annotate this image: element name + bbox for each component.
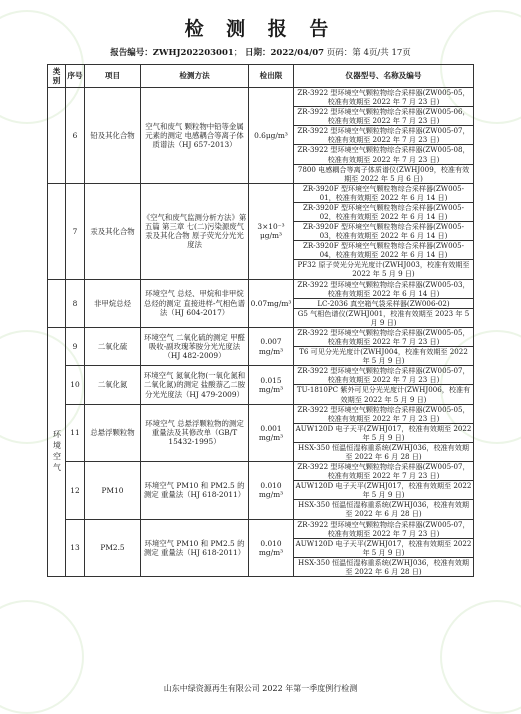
row-limit: 3×10⁻³ μg/m³ <box>249 183 294 279</box>
row-instrument: ZR-3922 型环境空气颗粒物综合采样器(ZW005-05，校准有效期至 2022 年 7 月 23 日) <box>294 88 474 107</box>
header-no: 序号 <box>66 65 85 88</box>
table-row <box>48 279 474 298</box>
row-instrument: G5 气相色谱仪(ZWHJ001，校准有效期至 2023 年 5 月 9 日) <box>294 308 474 327</box>
row-instrument: PF32 原子荧光分光光度计(ZWHJ003，校准有效期至 2022 年 5 月 9 日) <box>294 260 474 279</box>
row-instrument: AUW120D 电子天平(ZWHJ017，校准有效期至 2022 年 5 月 9 日) <box>294 538 474 557</box>
row-no: 12 <box>66 462 85 519</box>
row-instrument: ZR-3922 型环境空气颗粒物综合采样器(ZW005-07，校准有效期至 2022 年 7 月 23 日) <box>294 519 474 538</box>
page-label: 页码： <box>326 48 353 58</box>
row-instrument: ZR-3922 型环境空气颗粒物综合采样器(ZW005-05，校准有效期至 2022 年 7 月 23 日) <box>294 327 474 346</box>
row-limit: 0.010 mg/m³ <box>249 462 294 519</box>
row-method: 环境空气 氮氧化物(一氧化氮和二氧化氮)的测定 盐酸萘乙二胺分光光度法（HJ 479-2009） <box>141 366 249 404</box>
row-item: 铅及其化合物 <box>85 88 141 184</box>
row-no: 7 <box>66 183 85 279</box>
table-row <box>48 404 474 423</box>
row-instrument: HSX-350 恒温恒湿称重系统(ZWHJ036，校准有效期至 2022 年 6 月 28 日) <box>294 442 474 461</box>
row-instrument: LC-2036 真空箱气袋采样器(ZW006-02) <box>294 298 474 308</box>
header-method: 检测方法 <box>141 65 249 88</box>
row-limit: 0.010 mg/m³ <box>249 519 294 576</box>
table-header-row <box>48 65 474 88</box>
row-limit: 0.6μg/m³ <box>249 88 294 184</box>
row-item: PM10 <box>85 462 141 519</box>
category-cell: 环境空气 <box>48 327 66 576</box>
row-instrument: ZR-3922 型环境空气颗粒物综合采样器(ZW005-07，校准有效期至 2022 年 7 月 23 日) <box>294 126 474 145</box>
row-method: 环境空气 总悬浮颗粒物的测定 重量法及其修改单（GB/T 15432-1995） <box>141 404 249 461</box>
page-footer: 山东中绿资源再生有限公司 2022 年第一季度例行检测 <box>163 684 358 693</box>
report-meta: 报告编号：ZWHJ202203001； 日期：2022/04/07 页码：第 4页/共 17页 <box>110 48 411 58</box>
category-cell-empty <box>48 279 66 327</box>
row-item: 二氧化硫 <box>85 327 141 365</box>
table-row <box>48 519 474 538</box>
row-method: 环境空气 PM10 和 PM2.5 的测定 重量法（HJ 618-2011） <box>141 462 249 519</box>
row-instrument: ZR-3922 型环境空气颗粒物综合采样器(ZW005-06，校准有效期至 2022 年 7 月 23 日) <box>294 107 474 126</box>
report-no-label: 报告编号： <box>110 48 153 58</box>
report-date: 2022/04/07 <box>270 48 325 58</box>
row-no: 9 <box>66 327 85 365</box>
watermark-seal <box>440 600 521 714</box>
category-cell-empty <box>48 183 66 279</box>
row-instrument: HSX-350 恒温恒湿称重系统(ZWHJ036，校准有效期至 2022 年 6 月 28 日) <box>294 557 474 576</box>
row-instrument: AUW120D 电子天平(ZWHJ017，校准有效期至 2022 年 5 月 9 日) <box>294 423 474 442</box>
page-title: 检 测 报 告 <box>184 18 337 40</box>
row-item: PM2.5 <box>85 519 141 576</box>
row-item: 非甲烷总烃 <box>85 279 141 327</box>
row-instrument: ZR-3920F 型环境空气颗粒物综合采样器(ZW005-04，校准有效期至 2022 年 6 月 14 日) <box>294 241 474 260</box>
row-instrument: ZR-3920F 型环境空气颗粒物综合采样器(ZW005-02，校准有效期至 2022 年 6 月 14 日) <box>294 202 474 221</box>
category-cell-empty <box>48 88 66 184</box>
row-instrument: ZR-3922 型环境空气颗粒物综合采样器(ZW005-03，校准有效期至 2022 年 6 月 14 日) <box>294 279 474 298</box>
table-row <box>48 462 474 481</box>
row-instrument: ZR-3920F 型环境空气颗粒物综合采样器(ZW005-01，校准有效期至 2022 年 6 月 14 日) <box>294 183 474 202</box>
row-instrument: ZR-3920F 型环境空气颗粒物综合采样器(ZW005-03，校准有效期至 2022 年 6 月 14 日) <box>294 222 474 241</box>
row-limit: 0.015 mg/m³ <box>249 366 294 404</box>
watermark-seal <box>0 600 84 714</box>
header-instruments: 仪器型号、名称及编号 <box>294 65 474 88</box>
table-row <box>48 327 474 346</box>
row-no: 13 <box>66 519 85 576</box>
row-no: 11 <box>66 404 85 461</box>
table-row <box>48 183 474 202</box>
header-category: 类别 <box>48 65 66 88</box>
date-label: 日期： <box>245 48 271 58</box>
row-no: 8 <box>66 279 85 327</box>
row-instrument: ZR-3922 型环境空气颗粒物综合采样器(ZW005-08，校准有效期至 2022 年 7 月 23 日) <box>294 145 474 164</box>
row-method: 环境空气 PM10 和 PM2.5 的测定 重量法（HJ 618-2011） <box>141 519 249 576</box>
row-limit: 0.007 mg/m³ <box>249 327 294 365</box>
header-item: 项目 <box>85 65 141 88</box>
row-instrument: AUW120D 电子天平(ZWHJ017，校准有效期至 2022 年 5 月 9 日) <box>294 481 474 500</box>
row-instrument: 7800 电感耦合等离子体质谱仪(ZWHJ009，校准有效期至 2022 年 5 月 6 日) <box>294 164 474 183</box>
row-instrument: HSX-350 恒温恒湿称重系统(ZWHJ036，校准有效期至 2022 年 6 月 28 日) <box>294 500 474 519</box>
row-method: 空气和废气 颗粒物中铅等金属元素的测定 电感耦合等离子体质谱法（HJ 657-2013） <box>141 88 249 184</box>
row-item: 二氧化氮 <box>85 366 141 404</box>
header-limit: 检出限 <box>249 65 294 88</box>
report-table <box>47 64 474 577</box>
row-method: 《空气和废气监测分析方法》第五篇 第三章 七(二)污染源废气汞及其化合物 原子荧光分光光度法 <box>141 183 249 279</box>
row-item: 汞及其化合物 <box>85 183 141 279</box>
row-instrument: T6 可见分光光度计(ZWHJ004，校准有效期至 2022 年 5 月 9 日) <box>294 347 474 366</box>
page-number: 第 4页/共 17页 <box>352 48 411 58</box>
row-method: 环境空气 总烃、甲烷和非甲烷总烃的测定 直接进样-气相色谱法（HJ 604-2017） <box>141 279 249 327</box>
row-limit: 0.07mg/m³ <box>249 279 294 327</box>
row-limit: 0.001 mg/m³ <box>249 404 294 461</box>
row-instrument: ZR-3922 型环境空气颗粒物综合采样器(ZW005-05，校准有效期至 2022 年 7 月 23 日) <box>294 404 474 423</box>
row-instrument: ZR-3922 型环境空气颗粒物综合采样器(ZW005-07，校准有效期至 2022 年 7 月 23 日) <box>294 462 474 481</box>
table-row <box>48 88 474 107</box>
row-instrument: ZR-3922 型环境空气颗粒物综合采样器(ZW005-07，校准有效期至 2022 年 7 月 23 日) <box>294 366 474 385</box>
row-item: 总悬浮颗粒物 <box>85 404 141 461</box>
report-no: ZWHJ202203001 <box>152 48 234 58</box>
table-row <box>48 366 474 385</box>
row-method: 环境空气 二氧化硫的测定 甲醛吸收-副玫瑰苯胺分光光度法（HJ 482-2009） <box>141 327 249 365</box>
row-no: 6 <box>66 88 85 184</box>
row-instrument: TU-1810PC 紫外可见分光光度计(ZWHJ006，校准有效期至 2022 年 5 月 9 日) <box>294 385 474 404</box>
row-no: 10 <box>66 366 85 404</box>
